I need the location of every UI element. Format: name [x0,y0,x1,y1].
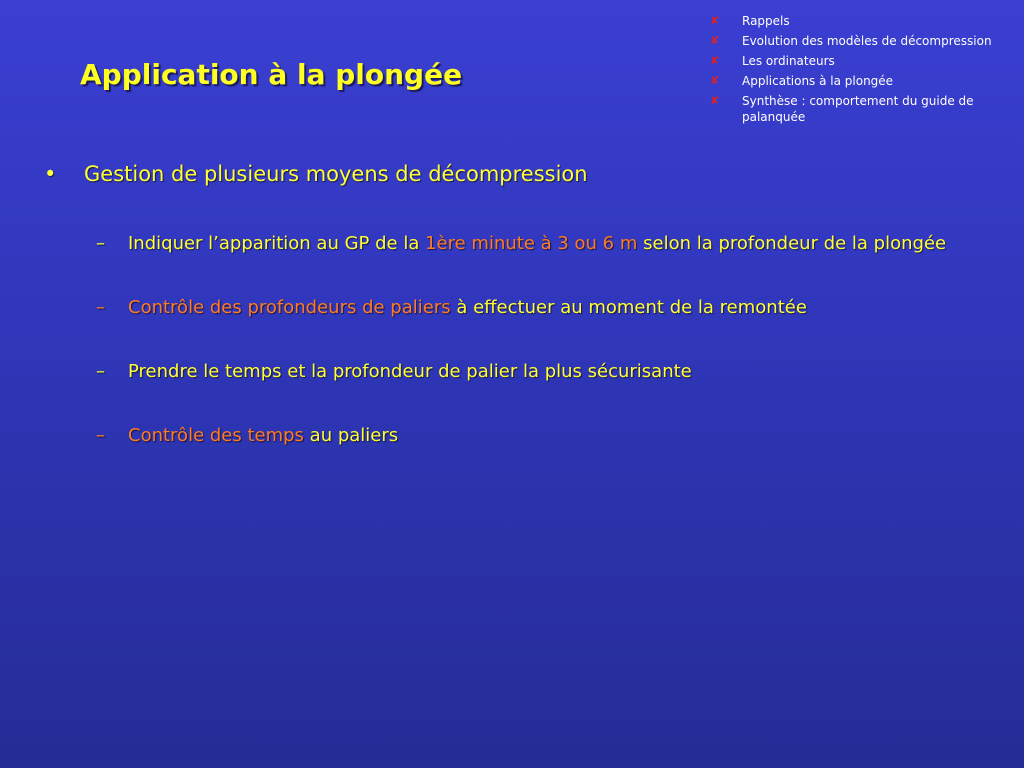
sub-bullet-text-before: Indiquer l’apparition au GP de la [128,233,426,254]
outline-item-evolution [706,33,1018,49]
outline-item-label: Evolution des modèles de décompression [742,34,992,48]
dash-marker: – [96,361,105,382]
outline-item-applications [706,73,1018,89]
dash-marker: – [96,297,105,318]
sub-bullet-list [44,230,994,450]
outline-item-label: Synthèse : comportement du guide de palanquée [742,94,974,124]
outline-item-label: Rappels [742,14,790,28]
sub-bullet-4 [44,422,994,450]
sub-bullet-highlight: 1ère minute à 3 ou 6 m [425,233,638,254]
x-mark-icon: ✘ [710,54,720,67]
outline-item-label: Applications à la plongée [742,74,894,88]
outline-list [706,13,1018,129]
x-mark-icon: ✘ [710,14,720,27]
x-mark-icon: ✘ [710,34,720,47]
main-bullet-point [44,158,994,190]
sub-bullet-3 [44,358,994,386]
sub-bullet-highlight: Contrôle des profondeurs de paliers [128,297,451,318]
sub-bullet-1 [44,230,994,258]
dash-marker: – [96,425,105,446]
main-bullet-text: Gestion de plusieurs moyens de décompression [84,162,588,186]
outline-item-label: Les ordinateurs [742,54,835,68]
sub-bullet-highlight: Contrôle des temps [128,425,304,446]
x-mark-icon: ✘ [710,74,720,87]
outline-item-synthese [706,93,1018,125]
x-mark-icon: ✘ [710,94,720,107]
sub-bullet-text-after: à effectuer au moment de la remontée [450,297,807,318]
sub-bullet-text-after: au paliers [303,425,399,446]
outline-item-ordinateurs [706,53,1018,69]
sub-bullet-text: Prendre le temps et la profondeur de palier la plus sécurisante [128,361,692,382]
outline-item-rappels [706,13,1018,29]
sub-bullet-text-after: selon la profondeur de la plongée [637,233,947,254]
dash-marker: – [96,233,105,254]
slide-content [44,158,994,450]
bullet-dot-icon: • [44,162,57,186]
sub-bullet-2 [44,294,994,322]
slide-title: Application à la plongée [80,58,463,91]
